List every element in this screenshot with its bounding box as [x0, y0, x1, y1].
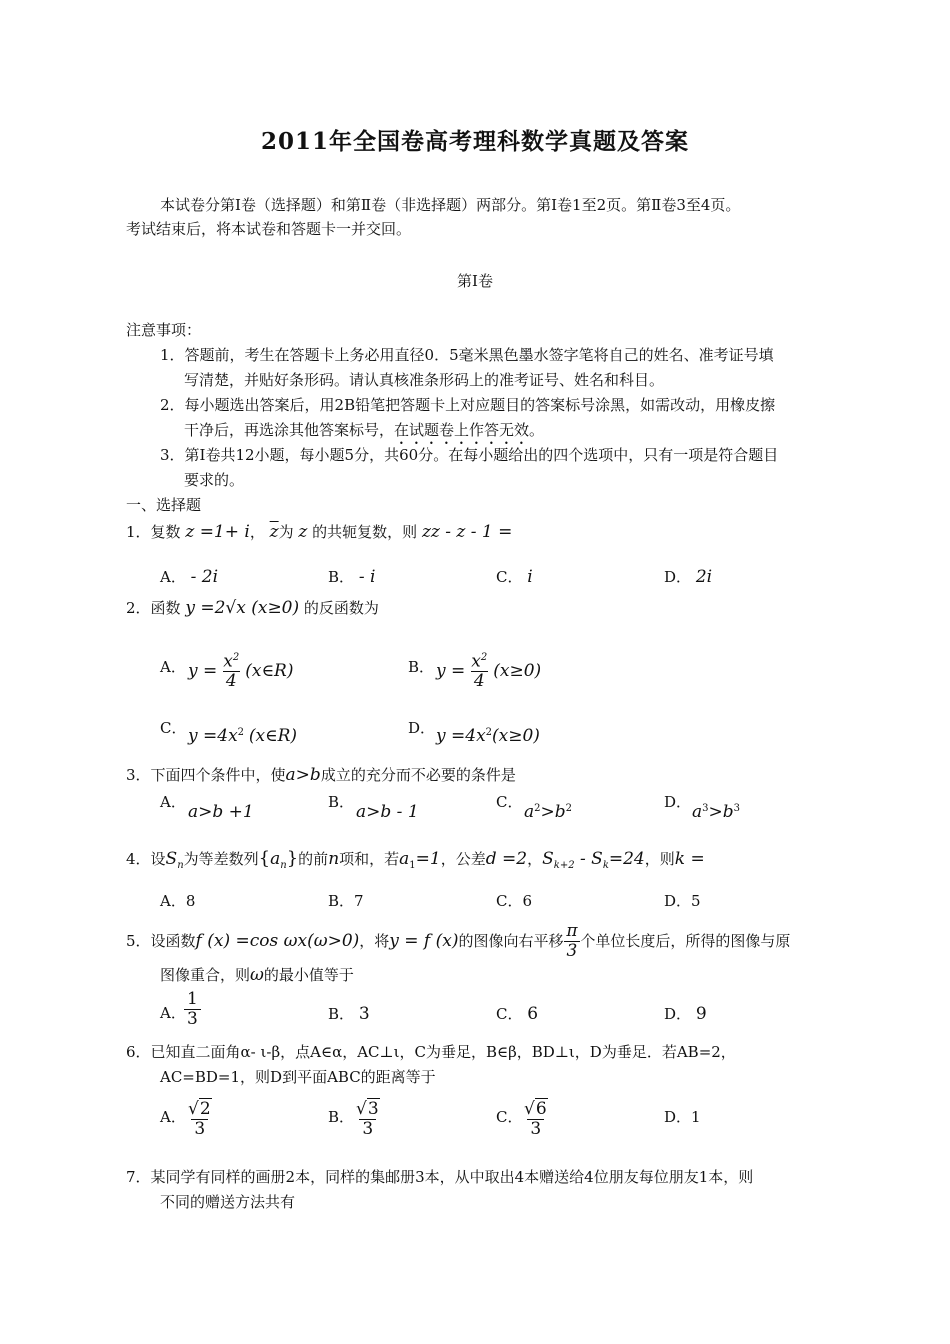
q3-option-d — [692, 802, 740, 822]
q4-a-sub: n — [280, 860, 287, 871]
q1-option-c — [496, 567, 533, 587]
q5-line2b: 的最小值等于 — [263, 966, 354, 984]
q4-t4: ，公差 — [440, 850, 486, 868]
q4-sk2: S — [542, 849, 554, 869]
q5-t1: ，将 — [359, 932, 390, 951]
q2-a-den: 4 — [223, 671, 240, 691]
q4-s-sub: n — [177, 860, 184, 871]
q2-option-b-label: B． — [408, 658, 435, 676]
q3-condition: a>b — [285, 765, 321, 785]
q4-a1-sub: 1 — [409, 860, 416, 871]
q5-option-c — [496, 1004, 538, 1024]
q4-a1-val: =1 — [415, 849, 441, 869]
q6-option-a-label: A． — [160, 1108, 186, 1126]
q3-d-exp-a: 3 — [702, 803, 709, 814]
note-2-text: 干净后，再选涂其他答案标号， — [184, 421, 395, 439]
q1-b-value: - i — [358, 567, 376, 587]
q5-c-value: 6 — [527, 1004, 539, 1024]
q1-option-d — [664, 567, 712, 587]
q4-kq: k = — [674, 849, 705, 869]
q4-d: d =2 — [485, 849, 528, 869]
q3-c-exp-a: 2 — [534, 803, 541, 814]
q5-g: y = f (x) — [389, 930, 459, 951]
q1-option-b — [328, 567, 375, 587]
q2-b-x: x — [471, 651, 481, 672]
q4-eq: =24 — [608, 849, 645, 869]
q2-a-x: x — [223, 651, 233, 672]
q4-option-c: C．6 — [496, 892, 533, 910]
q3-d-a: a — [692, 802, 703, 822]
q4-option-d: D．5 — [664, 892, 701, 910]
q3-text: 3．下面四个条件中，使 — [126, 766, 286, 784]
q5-number: 5．设函数 — [126, 932, 196, 951]
q4-sk: S — [591, 849, 603, 869]
q1-a-value: - 2i — [190, 567, 219, 587]
q5-omega: ω — [250, 965, 264, 985]
q5-a-num: 1 — [187, 989, 198, 1009]
q6-b-radicand: 3 — [367, 1099, 379, 1119]
q4-option-b: B．7 — [328, 892, 364, 910]
q4-a: a — [270, 849, 281, 869]
q6-option-c-label: C． — [496, 1108, 523, 1126]
q3-option-d-label: D． — [664, 793, 692, 811]
q2-c-expr: y =4x — [188, 726, 238, 746]
q3-tail: 成立的充分而不必要的条件是 — [320, 766, 516, 784]
note-3-line-2: 要求的。 — [184, 471, 245, 489]
q3-option-a-label: A． — [160, 793, 186, 811]
q2-d-domain: (x≥0) — [492, 726, 540, 746]
q3-d-exp-b: 3 — [733, 803, 741, 814]
q1-z: z — [298, 522, 308, 542]
note-1-line-2: 写清楚，并贴好条形码。请认真核准条形码上的准考证号、姓名和科目。 — [184, 371, 665, 389]
q4-t5: ， — [527, 850, 543, 868]
q2-tail: 的反函数为 — [303, 599, 379, 617]
q6-stem-line-1: 6．已知直二面角α- ι-β，点A∈α，AC⊥ι，C为垂足，B∈β，BD⊥ι，D为垂足．若AB=2， — [126, 1043, 736, 1061]
q5-pi: π — [566, 921, 578, 941]
q2-a-domain: (x∈R) — [245, 661, 294, 682]
q4-t3: 项和，若 — [339, 850, 400, 868]
q5-option-d — [664, 1004, 707, 1024]
q4-t1: 为等差数列 — [183, 850, 259, 868]
note-2-line-2 — [184, 421, 544, 448]
q3-option-b: a>b - 1 — [356, 802, 419, 822]
q2-d-exp: 2 — [485, 727, 493, 738]
q6-a-den: 3 — [191, 1119, 208, 1139]
q1-number: 1．复数 — [126, 523, 181, 541]
q2-b-exp: 2 — [480, 652, 488, 663]
q4-n: n — [328, 849, 340, 869]
q5-t3: 个单位长度后，所得的图像与原 — [580, 932, 791, 951]
page-title: 2011年全国卷高考理科数学真题及答案 — [260, 128, 689, 155]
q5-func: f (x) =cos ωx(ω>0) — [195, 930, 360, 951]
q4-stem: 4．设$S_n$为等差数列$\{a_n\}$的前n项和，若$a_1=1$，公差d =2，$S_{k+2} - S_k=24$，则k = — [126, 848, 705, 871]
q5-three: 3 — [564, 941, 581, 961]
q5-b-label: B． — [328, 1005, 355, 1023]
q2-function: y =2√x (x≥0) — [185, 598, 300, 618]
q2-option-c — [188, 726, 297, 746]
q6-b-den: 3 — [359, 1119, 376, 1139]
note-2-emphasis: 在试题卷上作答无效 — [394, 421, 530, 439]
q1-d-label: D． — [664, 568, 692, 586]
q1-stem — [126, 522, 512, 542]
q2-a-y: y = — [188, 661, 218, 682]
q1-mid: 为 — [278, 523, 294, 541]
q2-option-a — [188, 652, 293, 691]
q1-tail: 的共轭复数，则 — [312, 523, 418, 541]
q3-d-gt: > — [708, 802, 723, 822]
q3-c-a: a — [524, 802, 535, 822]
q1-expr: zz - z - 1 = — [421, 522, 513, 542]
q5-a-den: 3 — [184, 1009, 201, 1029]
q4-t6: ，则 — [644, 850, 675, 868]
q2-a-exp: 2 — [232, 652, 240, 663]
q6-option-b-label: B． — [328, 1108, 355, 1126]
q1-c-label: C． — [496, 568, 523, 586]
note-2-line-1: 2．每小题选出答案后，用2B铅笔把答题卡上对应题目的答案标号涂黑，如需改动，用橡皮擦 — [160, 396, 776, 414]
q6-c-den: 3 — [527, 1119, 544, 1139]
q6-a-radicand: 2 — [199, 1099, 211, 1119]
q1-z-def: z =1+ i — [185, 522, 250, 542]
q5-option-a — [184, 990, 201, 1028]
q6-option-b: $\frac{√3}{3}$ — [356, 1099, 379, 1139]
q4-a1: a — [399, 849, 410, 869]
q2-b-y: y = — [436, 661, 466, 682]
q5-c-label: C． — [496, 1005, 523, 1023]
q2-option-c-label: C． — [160, 719, 187, 737]
q6-option-d: D．1 — [664, 1108, 701, 1126]
q3-option-c — [524, 802, 572, 822]
notes-heading: 注意事项： — [126, 321, 202, 339]
q6-c-radicand: 6 — [535, 1099, 547, 1119]
q1-option-a — [160, 567, 218, 587]
note-3-line-1: 3．第Ⅰ卷共12小题，每小题5分，共60分。在每小题给出的四个选项中，只有一项是符合题目 — [160, 446, 779, 464]
q6-option-a: $\frac{√2}{3}$ — [188, 1099, 211, 1139]
intro-line-1: 本试卷分第Ⅰ卷（选择题）和第Ⅱ卷（非选择题）两部分。第Ⅰ卷1至2页。第Ⅱ卷3至4页。 — [160, 196, 741, 214]
q3-option-c-label: C． — [496, 793, 523, 811]
q1-d-value: 2i — [695, 567, 713, 587]
q7-stem-line-2: 不同的赠送方法共有 — [160, 1193, 296, 1211]
q3-c-b: b — [554, 802, 566, 822]
q3-c-gt: > — [540, 802, 555, 822]
q5-option-b — [328, 1004, 370, 1024]
q1-a-label: A． — [160, 568, 186, 586]
q4-number: 4．设 — [126, 850, 166, 868]
q2-c-exp: 2 — [237, 727, 245, 738]
q2-stem — [126, 598, 379, 618]
q4-sk-sub: k — [602, 860, 609, 871]
intro-line-2: 考试结束后，将本试卷和答题卡一并交回。 — [126, 220, 412, 238]
q4-t2: 的前 — [298, 850, 329, 868]
q2-c-domain: (x∈R) — [248, 726, 298, 746]
q5-t2: 的图像向右平移 — [458, 932, 564, 951]
q6-stem-line-2: AC=BD=1，则D到平面ABC的距离等于 — [160, 1068, 436, 1086]
q2-number: 2．函数 — [126, 599, 181, 617]
q2-option-a-label: A． — [160, 658, 186, 676]
q3-c-exp-b: 2 — [565, 803, 573, 814]
q1-c-value: i — [527, 567, 533, 587]
q2-option-b — [436, 652, 541, 691]
q5-d-label: D． — [664, 1005, 692, 1023]
q1-b-label: B． — [328, 568, 355, 586]
q3-d-b: b — [722, 802, 734, 822]
q5-option-a-label: A． — [160, 1004, 186, 1022]
q1-sep: ， — [249, 523, 265, 541]
q6-option-c: $\frac{√6}{3}$ — [524, 1099, 547, 1139]
q7-stem-line-1: 7．某同学有同样的画册2本，同样的集邮册3本，从中取出4本赠送给4位朋友每位朋友1本，则 — [126, 1168, 754, 1186]
q3-option-a: a>b +1 — [188, 802, 254, 822]
q2-b-den: 4 — [471, 671, 488, 691]
q4-sk2-sub: k+2 — [553, 860, 575, 871]
q5-d-value: 9 — [695, 1004, 707, 1024]
q5-b-value: 3 — [358, 1004, 370, 1024]
q1-zbar: $\overline{z}$ — [269, 522, 279, 542]
q2-b-domain: (x≥0) — [493, 661, 542, 682]
part-heading: 一、选择题 — [126, 496, 202, 514]
q3-stem — [126, 765, 516, 785]
q2-option-d-label: D． — [408, 719, 436, 737]
q5-line2a: 图像重合，则 — [160, 966, 251, 984]
q2-option-d — [436, 726, 540, 746]
q4-s: S — [165, 849, 178, 869]
q5-stem — [126, 922, 790, 960]
q4-option-a: A．8 — [160, 892, 196, 910]
note-2-period: 。 — [529, 421, 545, 439]
q5-stem-line-2 — [160, 965, 354, 985]
q2-d-expr: y =4x — [436, 726, 486, 746]
q3-option-b-label: B． — [328, 793, 355, 811]
note-1-line-1: 1．答题前，考生在答题卡上务必用直径0．5毫米黑色墨水签字笔将自己的姓名、准考证号填 — [160, 346, 774, 364]
section-heading: 第Ⅰ卷 — [457, 272, 493, 290]
